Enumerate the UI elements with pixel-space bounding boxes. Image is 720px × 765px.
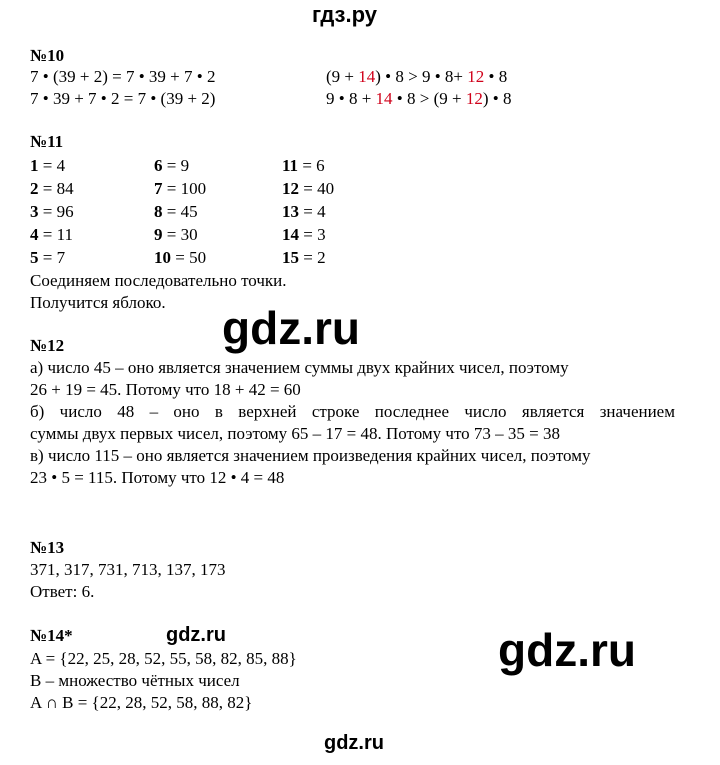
task-12-line-4: суммы двух первых чисел, поэтому 65 – 17 = 48. Потому что 73 – 35 = 38	[30, 424, 561, 443]
task-11-title: №11	[30, 132, 64, 151]
red-number: 14	[375, 89, 393, 108]
task-10-left-line-2: 7 • 39 + 7 • 2 = 7 • (39 + 2)	[30, 89, 216, 108]
task-14-line-1: A = {22, 25, 28, 52, 55, 58, 82, 85, 88}	[30, 649, 297, 668]
task-10-right-line-1	[326, 66, 507, 87]
grid-item: 6 = 9	[154, 156, 190, 175]
grid-item: 12 = 40	[282, 179, 335, 198]
grid-item: 7 = 100	[154, 179, 207, 198]
grid-item: 4 = 11	[30, 225, 73, 244]
red-number: 12	[465, 89, 483, 108]
task-14-title: №14*	[30, 626, 73, 645]
watermark-large-right: gdz.ru	[498, 624, 636, 676]
task-14-line-3: A ∩ B = {22, 28, 52, 58, 88, 82}	[30, 693, 253, 712]
task-12-line-1: а) число 45 – оно является значением суммы двух крайних чисел, поэтому	[30, 358, 569, 377]
grid-item: 3 = 96	[30, 202, 74, 221]
grid-item: 9 = 30	[154, 225, 198, 244]
watermark-bottom: gdz.ru	[324, 732, 384, 754]
grid-item: 10 = 50	[154, 248, 207, 267]
task-10-title: №10	[30, 46, 65, 65]
grid-item: 15 = 2	[282, 248, 326, 267]
text: 9 • 8 +	[326, 89, 376, 108]
task-12-line-2: 26 + 19 = 45. Потому что 18 + 42 = 60	[30, 380, 301, 399]
task-10-left-line-1: 7 • (39 + 2) = 7 • 39 + 7 • 2	[30, 67, 216, 86]
text: • 8 > (9 +	[392, 89, 466, 108]
task-11-line-1: Соединяем последовательно точки.	[30, 271, 287, 290]
red-number: 12	[467, 67, 485, 86]
text: ) • 8 > 9 • 8+	[375, 67, 468, 86]
grid-item: 13 = 4	[282, 202, 326, 221]
task-13-title: №13	[30, 538, 65, 557]
text: ) • 8	[482, 89, 512, 108]
watermark-small-inline: gdz.ru	[166, 624, 226, 646]
task-13-line-1: 371, 317, 731, 713, 137, 173	[30, 560, 226, 579]
task-12-title: №12	[30, 336, 65, 355]
grid-item: 2 = 84	[30, 179, 74, 198]
text: • 8	[484, 67, 508, 86]
red-number: 14	[358, 67, 376, 86]
watermark-large: gdz.ru	[222, 302, 360, 354]
site-header: гдз.ру	[312, 2, 377, 27]
grid-item: 11 = 6	[282, 156, 325, 175]
task-11-grid	[30, 154, 392, 269]
task-14-line-2: B – множество чётных чисел	[30, 671, 240, 690]
task-12-line-3: б) число 48 – оно в верхней строке последнее число является значением	[30, 402, 675, 421]
task-13-line-2: Ответ: 6.	[30, 582, 95, 601]
task-11-line-2: Получится яблоко.	[30, 293, 166, 312]
task-12-line-5: в) число 115 – оно является значением произведения крайних чисел, поэтому	[30, 446, 591, 465]
task-12-line-6: 23 • 5 = 115. Потому что 12 • 4 = 48	[30, 468, 285, 487]
grid-item: 5 = 7	[30, 248, 66, 267]
grid-item: 8 = 45	[154, 202, 198, 221]
text: (9 +	[326, 67, 359, 86]
grid-item: 1 = 4	[30, 156, 66, 175]
task-10-right-line-2	[326, 88, 511, 109]
grid-item: 14 = 3	[282, 225, 326, 244]
